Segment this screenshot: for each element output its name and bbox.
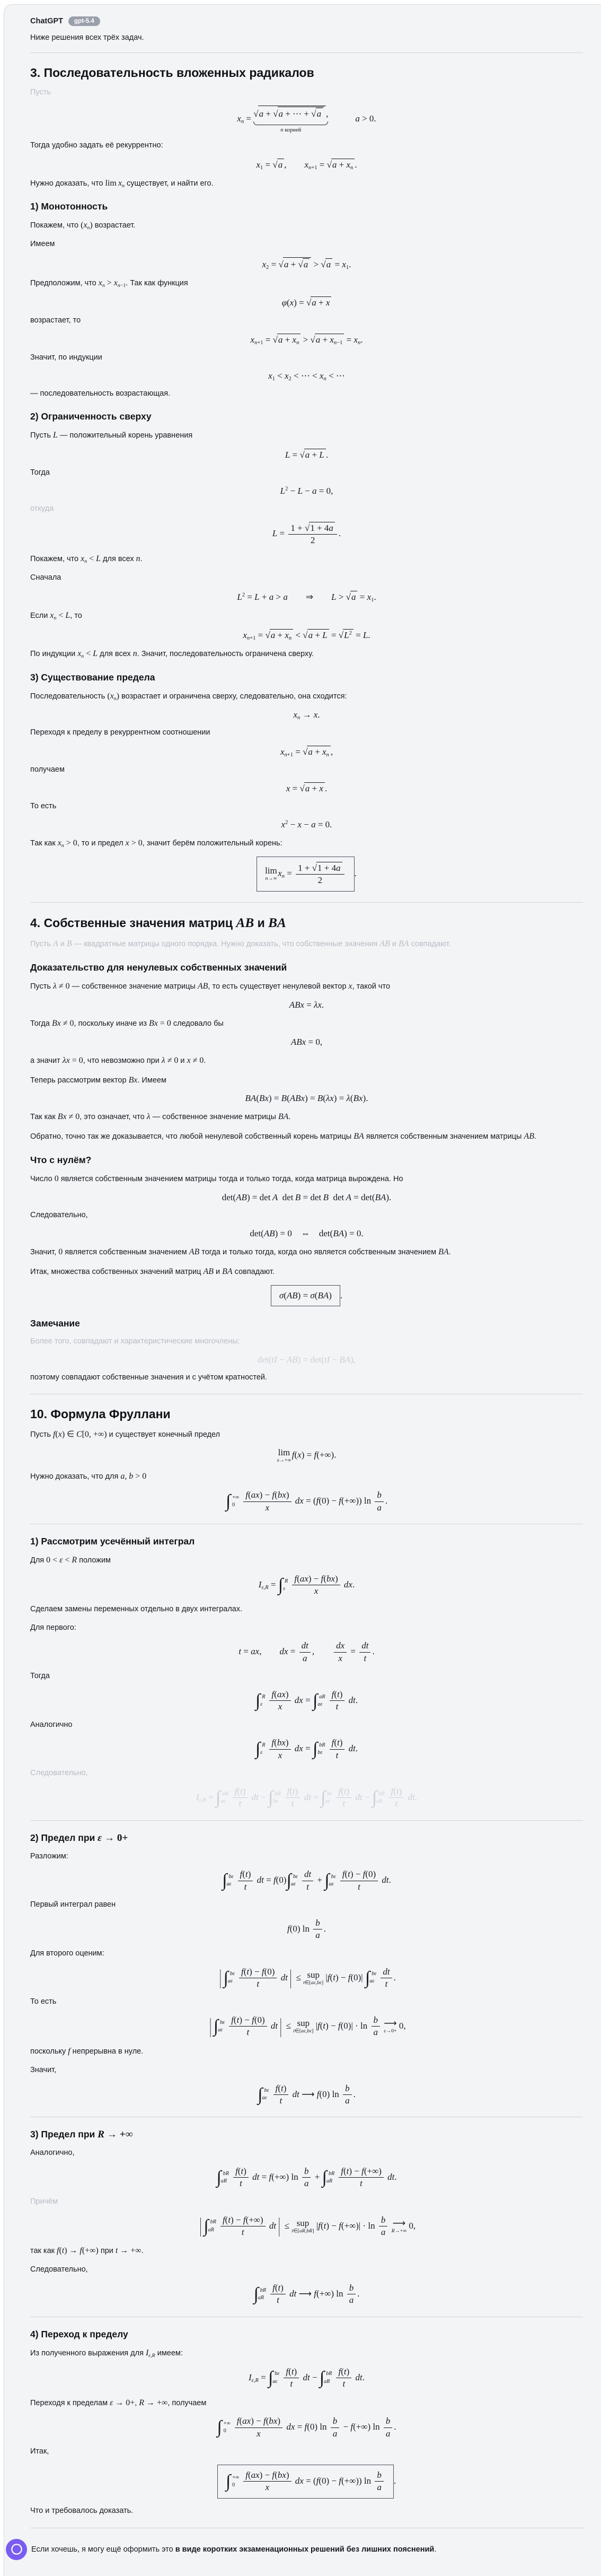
math-formula: lim x→+∞ f(x) = f(+∞). (277, 1447, 337, 1464)
paragraph: Пусть f(x) ∈ C[0, +∞) и существует конечный предел (30, 1430, 220, 1439)
paragraph: Следовательно, (30, 2265, 88, 2274)
math-formula: | ∫ bε aε $\frac{f(t) - f(0)}{t}$ dt | ≤ sup t∈[aε,bε] |f(t) − f(0)| ∫ bε aε $\frac{dt}{t}$ . (219, 1966, 396, 1989)
math-formula: $I_{\varepsilon,R}$ = ∫ R ε $\frac{f(ax) - f(bx)}{x}$ dx. (258, 1574, 355, 1596)
math-formula: ABx = 0, (290, 1036, 323, 1047)
paragraph: Предположим, что $x_n > x_{n-1}$. Так как функция (30, 278, 188, 289)
paragraph: Значит, 0 является собственным значением AB тогда и только тогда, когда оно является собственным значением BA. (30, 1247, 451, 1256)
paragraph: Последовательность $(x_n)$ возрастает и ограничена сверху, следовательно, она сходится: (30, 691, 347, 702)
paragraph: Для 0 < ε < R положим (30, 1556, 111, 1565)
paragraph: Переходя к пределам ε → 0+, R → +∞, получаем (30, 2398, 207, 2407)
assistant-avatar (6, 2539, 27, 2560)
math-formula: f(0) ln $\frac{b}{a}$ . (287, 1918, 326, 1941)
subsection-heading: 2) Ограниченность сверху (30, 411, 152, 422)
subsection-heading: 1) Рассмотрим усечённый интеграл (30, 1536, 195, 1547)
model-badge[interactable]: gpt-5.4 (68, 16, 100, 26)
section-10-heading: 10. Формула Фруллани (30, 1407, 171, 1421)
paragraph: Разложим: (30, 1852, 68, 1861)
paragraph: Итак, множества собственных значений матриц AB и BA совпадают. (30, 1267, 275, 1276)
math-formula: ∫ R ε $\frac{f(bx)}{x}$ dx = ∫ bR bε $\frac{f(t)}{t}$ dt. (255, 1737, 358, 1760)
paragraph: возрастает, то (30, 316, 81, 325)
paragraph: Если $x_n < L$, то (30, 611, 82, 622)
chat-message-container (4, 4, 601, 2576)
paragraph: Пусть (30, 88, 51, 97)
paragraph: Нужно доказать, что $\lim x_n$ существует, и найти его. (30, 178, 214, 189)
math-formula: $L^2 - L - a = 0$, (280, 485, 333, 496)
paragraph: Число 0 является собственным значением матрицы тогда и только тогда, когда матрица вырождена. Но (30, 1174, 403, 1184)
paragraph: Для второго оценим: (30, 1949, 104, 1958)
math-formula: $x_1 = √a$ , $x_{n+1} = √a + x_n$ . (256, 159, 357, 171)
openai-logo-icon (10, 2542, 24, 2556)
math-formula: $I_{\varepsilon,R}$ = ∫ aR aε $\frac{f(t)}{t}$ dt − ∫ bR bε $\frac{f(t)}{t}$ dt = ∫ bε aε $\frac{f(t)}{t}$ dt − ∫ bR aR $\frac{f(t)}{t}$ dt. (196, 1786, 418, 1809)
math-formula: det(AB) = det A det B = det B det A = det(BA). (222, 1192, 392, 1203)
paragraph: Более того, совпадают и характеристические многочлены: (30, 1337, 240, 1346)
paragraph: Пусть A и B — квадратные матрицы одного порядка. Нужно доказать, что собственные значения AB и BA совпадают. (30, 939, 451, 948)
math-formula: $x_{n+1} = √a + x_n < √a + L = √L^2 = L$. (243, 630, 370, 642)
final-answer-frullani: ∫ +∞ 0 $\frac{f(ax) - f(bx)}{x}$ dx = (f(0) − f(+∞)) ln $\frac{b}{a}$ . (30, 2465, 583, 2499)
subsection-heading: Что с нулём? (30, 1155, 92, 1166)
math-formula: det(AB) = 0 ⇔ det(BA) = 0. (250, 1228, 364, 1238)
paragraph: То есть (30, 1997, 57, 2006)
paragraph: Первый интеграл равен (30, 1900, 116, 1909)
paragraph: Следовательно, (30, 1211, 88, 1220)
math-formula: det(tI − AB) = det(tI − BA), (257, 1354, 356, 1365)
paragraph: Следовательно, (30, 1769, 88, 1778)
paragraph: Покажем, что $(x_n)$ возрастает. (30, 221, 136, 231)
paragraph: Аналогично (30, 1720, 73, 1729)
paragraph: Причём (30, 2197, 58, 2206)
final-answer-sigma: σ(AB) = σ(BA) . (30, 1285, 583, 1306)
math-formula: ∫ +∞ 0 $\frac{f(ax) - f(bx)}{x}$ dx = (f(0) − f(+∞)) ln $\frac{b}{a}$ . (225, 1490, 388, 1513)
paragraph: Так как Bx ≠ 0, это означает, что λ — собственное значение матрицы BA. (30, 1112, 291, 1122)
paragraph: Так как $x_n > 0$, то и предел x > 0, значит берём положительный корень: (30, 839, 282, 849)
paragraph: Тогда Bx ≠ 0, поскольку иначе из Bx = 0 следовало бы (30, 1018, 224, 1028)
paragraph: Покажем, что $x_n < L$ для всех n. (30, 554, 143, 565)
math-formula: | ∫ bε aε $\frac{f(t) - f(0)}{t}$ dt | ≤ sup t∈[aε,bε] |f(t) − f(0)| · ln $\frac{b}{a}$ ⟶ ε→0+ 0, (209, 2014, 406, 2038)
paragraph: Тогда удобно задать её рекуррентно: (30, 141, 163, 150)
paragraph: Значит, по индукции (30, 353, 102, 362)
message-header (30, 16, 583, 26)
math-formula: L = √a + L . (285, 450, 329, 460)
math-formula: ∫ bε aε $\frac{f(t)}{t}$ dt = f(0)∫ bε aε $\frac{dt}{t}$ + ∫ bε aε $\frac{f(t) - f(0)}{t}$ dt. (222, 1869, 391, 1892)
paragraph: Теперь рассмотрим вектор Bx. Имеем (30, 1075, 166, 1085)
paragraph: Итак, (30, 2447, 49, 2456)
paragraph: Переходя к пределу в рекуррентном соотношении (30, 728, 210, 737)
paragraph: Аналогично, (30, 2149, 75, 2158)
paragraph: По индукции $x_n < L$ для всех n. Значит, последовательность ограничена сверху. (30, 649, 314, 660)
paragraph: Обратно, точно так же доказывается, что любой ненулевой собственный корень матрицы BA является собственным значением матрицы AB. (30, 1132, 536, 1141)
math-formula: ∫ bR aR $\frac{f(t)}{t}$ dt = f(+∞) ln $\frac{b}{a}$ + ∫ bR aR $\frac{f(t) - f(+\infty)}{t}$ dt. (216, 2166, 397, 2189)
subsection-heading: 3) Существование предела (30, 671, 155, 683)
paragraph: Тогда (30, 468, 50, 477)
math-formula: $L^2 = L + a > a$ ⇒ $L > √a = x_1$. (237, 592, 376, 604)
paragraph: так как f(t) → f(+∞) при t → +∞. (30, 2246, 144, 2256)
paragraph: Пусть λ ≠ 0 — собственное значение матрицы AB, то есть существует ненулевой вектор x, такой что (30, 981, 391, 991)
paragraph: То есть (30, 802, 57, 811)
paragraph: Для первого: (30, 1623, 76, 1632)
subsection-heading: Доказательство для ненулевых собственных значений (30, 962, 287, 973)
subsection-heading: 4) Переход к пределу (30, 2328, 128, 2339)
math-formula: t = ax, dx = $\frac{dt}{a}$ , $\frac{dx}{x}$ = $\frac{dt}{t}$ . (238, 1640, 375, 1663)
message-blocks (30, 53, 583, 2517)
assistant-name: ChatGPT (30, 17, 64, 25)
section-divider (30, 1820, 583, 1821)
paragraph: Значит, (30, 2065, 57, 2074)
math-formula: $I_{\varepsilon,R}$ = ∫ bε aε $\frac{f(t)}{t}$ dt − ∫ bR aR $\frac{f(t)}{t}$ dt. (248, 2366, 365, 2389)
paragraph: Тогда (30, 1672, 50, 1681)
math-formula: BA(Bx) = B(ABx) = B(λx) = λ(Bx). (245, 1093, 368, 1104)
paragraph: Сделаем замены переменных отдельно в двух интегралах. (30, 1604, 243, 1613)
paragraph: откуда (30, 504, 54, 513)
followup-message (30, 2539, 583, 2560)
final-answer-limit: lim n→∞ $x_n$ = $\frac{1 + √1 + 4a}{2}$ . (30, 857, 583, 892)
math-formula: L = $\frac{1 + √1 + 4a}{2}$ . (272, 522, 341, 546)
math-formula: $x_n$ = √a + √a + ⋯ + √a , n корней a > 0. (30, 106, 583, 133)
math-formula: ∫ bε aε $\frac{f(t)}{t}$ dt ⟶ f(0) ln $\frac{b}{a}$ . (258, 2083, 356, 2106)
intro-text: Ниже решения всех трёх задач. (30, 33, 144, 42)
paragraph: поэтому совпадают собственные значения и с учётом кратностей. (30, 1373, 268, 1382)
math-formula: ∫ R ε $\frac{f(ax)}{x}$ dx = ∫ aR aε $\frac{f(t)}{t}$ dt. (255, 1689, 358, 1712)
subsection-heading: 2) Предел при ε → 0+ (30, 1832, 128, 1844)
followup-text: Если хочешь, я могу ещё оформить это в виде коротких экзаменационных решений без лишних пояснений. (31, 2545, 437, 2554)
paragraph: Пусть L — положительный корень уравнения (30, 431, 193, 440)
paragraph: — последовательность возрастающая. (30, 389, 171, 398)
section-3-heading: 3. Последовательность вложенных радикалов (30, 66, 314, 80)
math-formula: x = √a + x . (286, 783, 328, 794)
math-formula: $x^2 - x - a = 0$. (281, 819, 332, 830)
math-formula: $x_2 = √a + √a > √a = x_1$. (30, 257, 583, 270)
math-formula: $x_{n+1} = √a + x_n > √a + x_{n-1} = x_n$. (250, 334, 363, 346)
paragraph: Из полученного выражения для $I_{\varepsilon,R}$ имеем: (30, 2348, 183, 2359)
section-4-heading: 4. Собственные значения матриц AB и BA (30, 915, 286, 930)
subsection-heading: 3) Предел при R → +∞ (30, 2129, 133, 2141)
math-formula: | ∫ bR aR $\frac{f(t) - f(+\infty)}{t}$ dt | ≤ sup t∈[aR,bR] |f(t) − f(+∞)| · ln $\frac{b}{a}$ ⟶ R→+∞ 0, (199, 2214, 416, 2238)
math-formula: ABx = λx. (289, 999, 324, 1010)
section-divider (30, 902, 583, 903)
paragraph: Нужно доказать, что для a, b > 0 (30, 1472, 147, 1481)
paragraph: Что и требовалось доказать. (30, 2506, 134, 2515)
math-formula: φ(x) = √a + x (30, 296, 583, 308)
paragraph: а значит λx = 0, что невозможно при λ ≠ 0 и x ≠ 0. (30, 1055, 206, 1065)
paragraph: Имеем (30, 240, 55, 249)
paragraph: получаем (30, 765, 65, 774)
math-formula: $x_{n+1} = √a + x_n$ , (280, 746, 333, 758)
subsection-heading: Замечание (30, 1317, 80, 1329)
paragraph: Сначала (30, 573, 61, 582)
math-formula: ∫ bR aR $\frac{f(t)}{t}$ dt ⟶ f(+∞) ln $\frac{b}{a}$ . (253, 2283, 360, 2306)
subsection-heading: 1) Монотонность (30, 201, 108, 212)
math-formula: $x_n \to x$. (293, 709, 320, 721)
math-formula: $x_1 < x_2$ < ⋯ < $x_n$ < ⋯ (268, 370, 345, 382)
math-formula: ∫ +∞ 0 $\frac{f(ax) - f(bx)}{x}$ dx = f(0) ln $\frac{b}{a}$ − f(+∞) ln $\frac{b}{a}$ . (217, 2416, 396, 2439)
paragraph: поскольку f непрерывна в нуле. (30, 2046, 144, 2056)
